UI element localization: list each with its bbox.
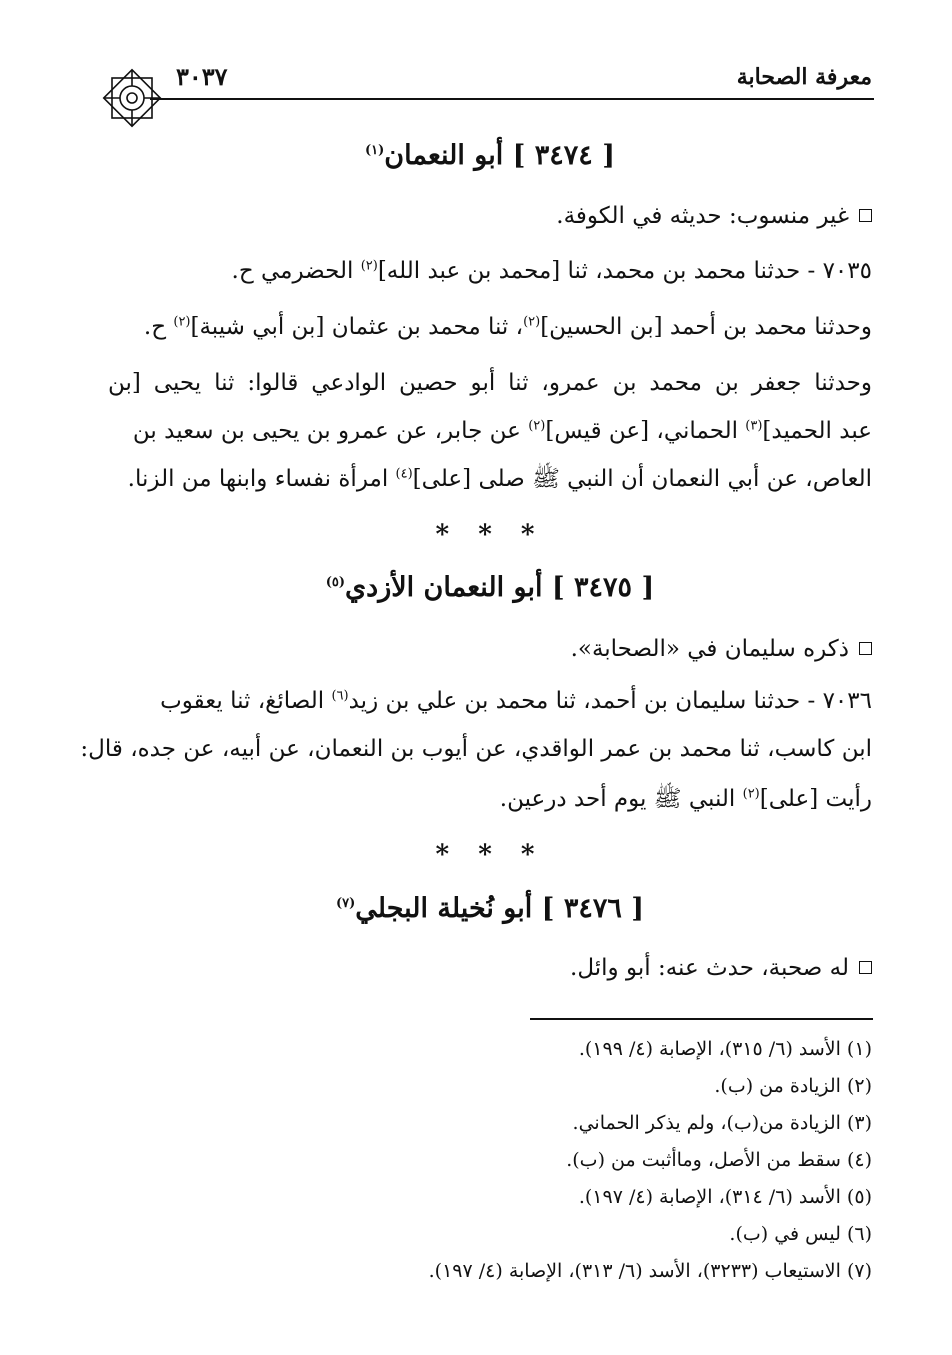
text-line: العاص، عن أبي النعمان أن النبي ﷺ صلى [على]$^{(٤)}$ امرأة نفساء وابنها من الزنا. — [127, 466, 872, 492]
page-number: ٣٠٣٧ — [176, 62, 228, 91]
entry-intro-3475: ذكره سليمان في «الصحابة». — [571, 636, 872, 662]
footnote: (٦) ليس في (ب). — [729, 1223, 872, 1245]
text-line: وحدثنا محمد بن أحمد [بن الحسين]$^{(٢)}$، ثنا محمد بن عثمان [بن أبي شيبة]$^{(٢)}$ ح. — [143, 314, 872, 340]
entry-heading-3476: [ ٣٤٧٦ ] أبو نُخيلة البجلي$^{(٧)}$ — [335, 893, 645, 924]
footnote-rule — [530, 1018, 873, 1020]
footnote: (٢) الزيادة من (ب). — [714, 1075, 872, 1097]
entry-intro-3474: غير منسوب: حديثه في الكوفة. — [556, 203, 872, 229]
footnote: (٣) الزيادة من(ب)، ولم يذكر الحماني. — [572, 1112, 872, 1134]
entry-heading-3474: [ ٣٤٧٤ ] أبو النعمان$^{(١)}$ — [364, 140, 615, 171]
section-separator: * * * — [435, 520, 545, 550]
footnote-ref: (٧) — [335, 896, 356, 911]
text-line: ٧٠٣٥ - حدثنا محمد بن محمد، ثنا [محمد بن عبد الله]$^{(٢)}$ الحضرمي ح. — [231, 258, 872, 284]
footnote-ref: (١) — [364, 143, 385, 158]
section-separator: * * * — [435, 840, 545, 870]
square-bullet-icon — [859, 642, 872, 655]
text-line: رأيت [على]$^{(٢)}$ النبي ﷺ يوم أحد درعين. — [499, 786, 872, 812]
entry-intro-3476: له صحبة، حدث عنه: أبو وائل. — [570, 955, 872, 981]
entry-heading-3475: [ ٣٤٧٥ ] أبو النعمان الأزدي$^{(٥)}$ — [325, 572, 655, 603]
header-rule — [150, 98, 874, 100]
text-line: ابن كاسب، ثنا محمد بن عمر الواقدي، عن أيوب بن النعمان، عن أبيه، عن جده، قال: — [80, 736, 872, 762]
footnote: (٤) سقط من الأصل، وماأثبت من (ب). — [566, 1149, 872, 1171]
text-line: وحدثنا جعفر بن محمد بن عمرو، ثنا أبو حصين الوادعي قالوا: ثنا يحيى [بن — [108, 370, 872, 396]
square-bullet-icon — [859, 961, 872, 974]
footnote: (١) الأسد (٦/ ٣١٥)، الإصابة (٤/ ١٩٩). — [578, 1038, 872, 1060]
footnote: (٥) الأسد (٦/ ٣١٤)، الإصابة (٤/ ١٩٧). — [578, 1186, 872, 1208]
square-bullet-icon — [859, 209, 872, 222]
text-line: ٧٠٣٦ - حدثنا سليمان بن أحمد، ثنا محمد بن علي بن زيد$^{(٦)}$ الصائغ، ثنا يعقوب — [160, 688, 872, 714]
footnote: (٧) الاستيعاب (٣٢٣٣)، الأسد (٦/ ٣١٣)، الإصابة (٤/ ١٩٧). — [428, 1260, 872, 1282]
footnote-ref: (٥) — [325, 575, 346, 590]
running-title: معرفة الصحابة — [736, 64, 872, 90]
text-line: عبد الحميد]$^{(٣)}$ الحماني، [عن قيس]$^{(٢)}$ عن جابر، عن عمرو بن يحيى بن سعيد بن — [132, 418, 872, 444]
